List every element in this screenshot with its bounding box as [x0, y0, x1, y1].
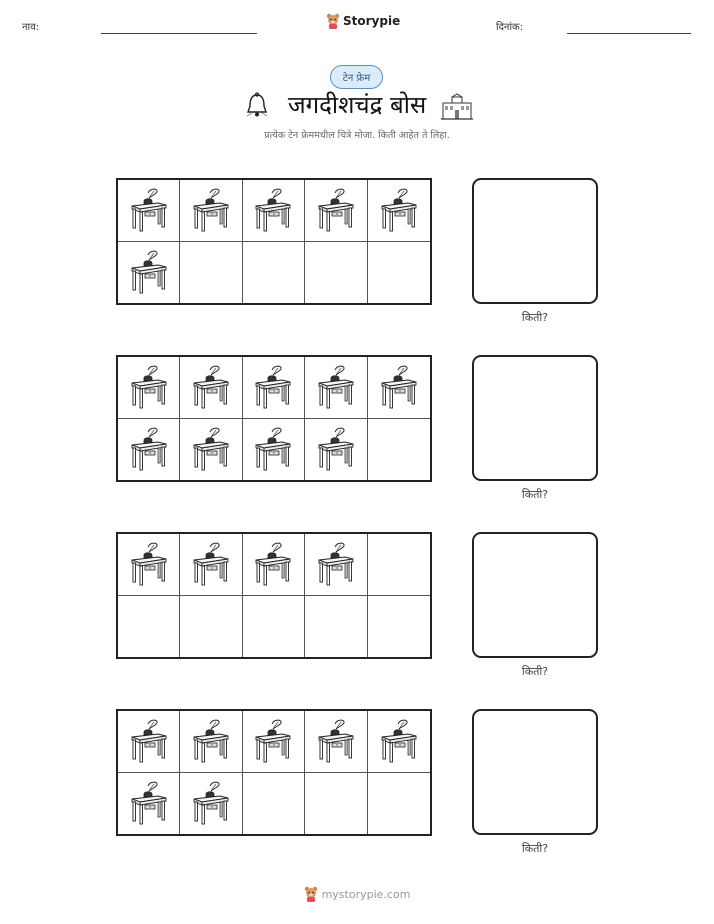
- ten-frame-cell: [305, 357, 367, 419]
- date-line[interactable]: [567, 33, 691, 34]
- desk-with-inkwell-icon: [315, 542, 357, 586]
- desk-with-inkwell-icon: [128, 188, 170, 232]
- ten-frame-cell: [180, 596, 242, 658]
- ten-frame-cell: [243, 596, 305, 658]
- ten-frame-cell: [180, 242, 242, 304]
- ten-frame-cell: [243, 534, 305, 596]
- ten-frame-cell: [368, 711, 430, 773]
- ten-frame-cell: [243, 242, 305, 304]
- desk-with-inkwell-icon: [128, 427, 170, 471]
- answer-box[interactable]: [472, 709, 598, 835]
- ten-frame-cell: [305, 242, 367, 304]
- answer-box[interactable]: [472, 532, 598, 658]
- brand-name: Storypie: [343, 14, 401, 28]
- ten-frame-cell: [368, 419, 430, 481]
- answer-box[interactable]: [472, 355, 598, 481]
- desk-with-inkwell-icon: [252, 719, 294, 763]
- answer-label: किती?: [521, 311, 549, 324]
- ten-frame-cell: [368, 357, 430, 419]
- ten-frame-cell: [305, 596, 367, 658]
- ten-frame-cell: [305, 773, 367, 835]
- ten-frame-cell: [368, 596, 430, 658]
- ten-frame-cell: [180, 419, 242, 481]
- answer-box[interactable]: [472, 178, 598, 304]
- brand-logo: [326, 13, 400, 29]
- ten-frame-cell: [118, 357, 180, 419]
- answer-label: किती?: [521, 665, 549, 678]
- worksheet-title: जगदीशचंद्र बोस: [287, 91, 427, 119]
- ten-frame: [116, 709, 432, 836]
- ten-frame: [116, 355, 432, 482]
- ten-frame-cell: [180, 773, 242, 835]
- ten-frame-cell: [243, 180, 305, 242]
- desk-with-inkwell-icon: [315, 365, 357, 409]
- desk-with-inkwell-icon: [315, 188, 357, 232]
- desk-with-inkwell-icon: [315, 427, 357, 471]
- desk-with-inkwell-icon: [378, 365, 420, 409]
- ten-frame-cell: [243, 419, 305, 481]
- ten-frame-cell: [180, 711, 242, 773]
- ten-frame: [116, 532, 432, 659]
- answer-label: किती?: [521, 842, 549, 855]
- ten-frame-cell: [305, 180, 367, 242]
- instructions-text: प्रत्येक टेन फ्रेममधील चित्रे मोजा. किती आहेत ते लिहा.: [264, 130, 450, 141]
- ten-frame-cell: [305, 711, 367, 773]
- desk-with-inkwell-icon: [128, 719, 170, 763]
- building-icon: [440, 93, 474, 121]
- bear-mascot-icon: [304, 886, 318, 902]
- desk-with-inkwell-icon: [252, 427, 294, 471]
- ten-frame-cell: [118, 773, 180, 835]
- date-label: दिनांक:: [496, 22, 524, 33]
- answer-label: किती?: [521, 488, 549, 501]
- ten-frame-cell: [305, 419, 367, 481]
- desk-with-inkwell-icon: [128, 250, 170, 294]
- ten-frame-cell: [180, 180, 242, 242]
- ten-frame-cell: [118, 711, 180, 773]
- desk-with-inkwell-icon: [378, 188, 420, 232]
- desk-with-inkwell-icon: [378, 719, 420, 763]
- desk-with-inkwell-icon: [190, 188, 232, 232]
- worksheet-type-badge: टेन फ्रेम: [330, 65, 383, 89]
- ten-frame-cell: [243, 711, 305, 773]
- ten-frame-cell: [118, 534, 180, 596]
- desk-with-inkwell-icon: [190, 542, 232, 586]
- ten-frame-cell: [305, 534, 367, 596]
- desk-with-inkwell-icon: [190, 781, 232, 825]
- ten-frame-cell: [118, 419, 180, 481]
- ten-frame-cell: [118, 180, 180, 242]
- footer: [0, 886, 714, 902]
- ten-frame-cell: [180, 357, 242, 419]
- bear-mascot-icon: [326, 13, 340, 29]
- desk-with-inkwell-icon: [315, 719, 357, 763]
- ten-frame: [116, 178, 432, 305]
- desk-with-inkwell-icon: [128, 781, 170, 825]
- ten-frame-cell: [368, 180, 430, 242]
- ten-frame-cell: [180, 534, 242, 596]
- ten-frame-cell: [368, 534, 430, 596]
- ten-frame-cell: [243, 773, 305, 835]
- name-line[interactable]: [101, 33, 257, 34]
- ten-frame-cell: [118, 242, 180, 304]
- name-label: नाव:: [22, 22, 40, 33]
- desk-with-inkwell-icon: [128, 542, 170, 586]
- desk-with-inkwell-icon: [190, 365, 232, 409]
- desk-with-inkwell-icon: [252, 542, 294, 586]
- footer-website: mystorypie.com: [321, 887, 411, 901]
- ten-frame-cell: [368, 242, 430, 304]
- desk-with-inkwell-icon: [190, 719, 232, 763]
- desk-with-inkwell-icon: [190, 427, 232, 471]
- ten-frame-cell: [118, 596, 180, 658]
- desk-with-inkwell-icon: [128, 365, 170, 409]
- ten-frame-cell: [368, 773, 430, 835]
- desk-with-inkwell-icon: [252, 365, 294, 409]
- ten-frame-cell: [243, 357, 305, 419]
- desk-with-inkwell-icon: [252, 188, 294, 232]
